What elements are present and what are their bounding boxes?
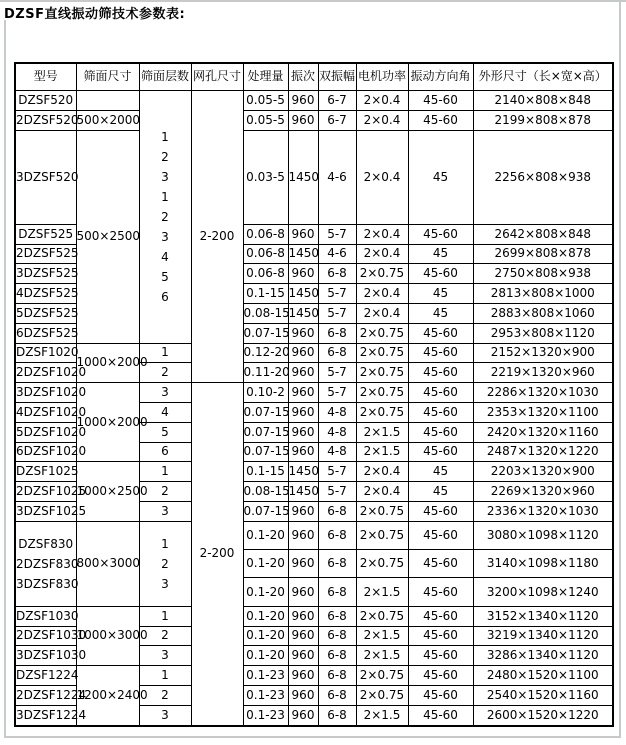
model-cell: DZSF1020	[15, 343, 76, 363]
capacity-cell: 0.07-15	[243, 442, 288, 462]
capacity-cell: 0.1-15	[243, 284, 288, 304]
angle-cell: 45-60	[408, 224, 473, 244]
model-cell: 2DZSF1020	[15, 363, 76, 383]
model-cell: 3DZSF1020	[15, 383, 76, 403]
dimensions-cell: 2750×808×938	[473, 264, 613, 284]
frequency-cell: 960	[288, 442, 318, 462]
capacity-cell: 0.05-5	[243, 91, 288, 111]
power-cell: 2×0.4	[356, 303, 408, 323]
page-border-bottom	[4, 736, 621, 738]
layers-cell: 2	[139, 626, 191, 646]
layers-cell-group-830	[139, 521, 191, 606]
page-border-right	[619, 0, 621, 738]
layers-cell: 3	[139, 501, 191, 521]
capacity-cell: 0.1-20	[243, 646, 288, 666]
model-cell: 3DZSF525	[15, 264, 76, 284]
power-cell: 2×0.4	[356, 91, 408, 111]
capacity-cell: 0.05-5	[243, 110, 288, 130]
capacity-cell: 0.1-23	[243, 686, 288, 706]
layers-cell: 5	[139, 422, 191, 442]
angle-cell: 45	[408, 244, 473, 264]
model-cell: 6DZSF1020	[15, 442, 76, 462]
frequency-cell: 960	[288, 686, 318, 706]
dimensions-cell: 2600×1520×1220	[473, 705, 613, 726]
layer-line: 1	[161, 129, 169, 144]
screen-size-cell: 1000×3000	[76, 606, 139, 665]
dimensions-cell: 3140×1098×1180	[473, 550, 613, 578]
capacity-cell: 0.06-8	[243, 264, 288, 284]
dimensions-cell: 2420×1320×1160	[473, 422, 613, 442]
power-cell: 2×1.5	[356, 578, 408, 606]
table-row	[15, 462, 613, 482]
layers-cell: 1	[139, 343, 191, 363]
col-header-amplitude: 双振幅	[318, 63, 356, 91]
layers-cell: 2	[139, 482, 191, 502]
model-cell: DZSF1030	[15, 606, 76, 626]
dimensions-cell: 2353×1320×1100	[473, 402, 613, 422]
layer-line: 2	[161, 149, 169, 164]
table-row	[15, 521, 613, 549]
capacity-cell: 0.06-8	[243, 224, 288, 244]
amplitude-cell: 4-8	[318, 442, 356, 462]
amplitude-cell: 6-8	[318, 578, 356, 606]
dimensions-cell: 3219×1340×1120	[473, 626, 613, 646]
page-title: DZSF直线振动筛技术参数表:	[4, 7, 186, 22]
layers-cell: 4	[139, 402, 191, 422]
layers-cell: 2	[139, 686, 191, 706]
amplitude-cell: 6-8	[318, 550, 356, 578]
power-cell: 2×0.75	[356, 550, 408, 578]
frequency-cell: 960	[288, 363, 318, 383]
power-cell: 2×0.75	[356, 402, 408, 422]
mesh-cell: 2-200	[191, 383, 243, 726]
dimensions-cell: 2269×1320×960	[473, 482, 613, 502]
parameters-table	[14, 62, 614, 727]
power-cell: 2×1.5	[356, 705, 408, 726]
model-cell-group-830	[15, 521, 79, 606]
power-cell: 2×1.5	[356, 442, 408, 462]
capacity-cell: 0.1-20	[243, 550, 288, 578]
mesh-cell: 2-200	[191, 91, 243, 383]
power-cell: 2×1.5	[356, 646, 408, 666]
amplitude-cell: 4-8	[318, 402, 356, 422]
col-header-mesh-size: 网孔尺寸	[191, 63, 243, 91]
dimensions-cell: 2953×808×1120	[473, 323, 613, 343]
capacity-cell: 0.1-15	[243, 462, 288, 482]
layers-cell: 1	[139, 666, 191, 686]
capacity-cell: 0.1-20	[243, 606, 288, 626]
angle-cell: 45-60	[408, 606, 473, 626]
power-cell: 2×0.4	[356, 284, 408, 304]
angle-cell: 45-60	[408, 110, 473, 130]
screen-size-cell: 1000×2000	[76, 383, 139, 462]
amplitude-cell: 4-8	[318, 422, 356, 442]
dimensions-cell: 2256×808×938	[473, 130, 613, 224]
angle-cell: 45-60	[408, 442, 473, 462]
angle-cell: 45-60	[408, 91, 473, 111]
col-header-power: 电机功率	[356, 63, 408, 91]
model-cell: 5DZSF525	[15, 303, 76, 323]
frequency-cell: 960	[288, 343, 318, 363]
layer-line: 1	[161, 189, 169, 204]
capacity-cell: 0.08-15	[243, 482, 288, 502]
amplitude-cell: 6-7	[318, 110, 356, 130]
dimensions-cell: 2813×808×1000	[473, 284, 613, 304]
frequency-cell: 960	[288, 578, 318, 606]
page-border-left	[4, 20, 6, 736]
capacity-cell: 0.08-15	[243, 303, 288, 323]
angle-cell: 45-60	[408, 666, 473, 686]
dimensions-cell: 2540×1520×1160	[473, 686, 613, 706]
model-cell: 5DZSF1020	[15, 422, 76, 442]
amplitude-cell: 5-7	[318, 363, 356, 383]
screen-size-cell: 500×2500	[76, 130, 139, 343]
amplitude-cell: 4-6	[318, 130, 356, 224]
screen-size-cell: 500×2000	[76, 110, 139, 130]
model-cell: 2DZSF1030	[15, 626, 76, 646]
dimensions-cell: 3200×1098×1240	[473, 578, 613, 606]
power-cell: 2×0.75	[356, 264, 408, 284]
capacity-cell: 0.07-15	[243, 402, 288, 422]
capacity-cell: 0.1-20	[243, 521, 288, 549]
amplitude-cell: 6-8	[318, 705, 356, 726]
amplitude-cell: 5-7	[318, 303, 356, 323]
layers-cell: 1	[139, 462, 191, 482]
dimensions-cell: 2286×1320×1030	[473, 383, 613, 403]
angle-cell: 45-60	[408, 646, 473, 666]
frequency-cell: 960	[288, 110, 318, 130]
model-cell: 2DZSF520	[15, 110, 76, 130]
angle-cell: 45-60	[408, 501, 473, 521]
table-row	[15, 130, 613, 224]
power-cell: 2×0.75	[356, 606, 408, 626]
screen-size-cell: 1200×2400	[76, 666, 139, 726]
angle-cell: 45	[408, 130, 473, 224]
dimensions-cell: 2336×1320×1030	[473, 501, 613, 521]
screen-size-cell: 1000×2000	[76, 343, 139, 383]
angle-cell: 45-60	[408, 686, 473, 706]
model-cell: DZSF520	[15, 91, 76, 111]
amplitude-cell: 6-8	[318, 264, 356, 284]
capacity-cell: 0.07-15	[243, 422, 288, 442]
dimensions-cell: 2480×1520×1100	[473, 666, 613, 686]
model-cell: 2DZSF1224	[15, 686, 76, 706]
frequency-cell: 960	[288, 383, 318, 403]
angle-cell: 45	[408, 482, 473, 502]
layer-line: 3	[161, 576, 169, 591]
model-cell: DZSF1224	[15, 666, 76, 686]
angle-cell: 45-60	[408, 521, 473, 549]
layer-line: 1	[161, 536, 169, 551]
capacity-cell: 0.1-20	[243, 578, 288, 606]
layers-cell: 3	[139, 705, 191, 726]
capacity-cell: 0.1-20	[243, 626, 288, 646]
layer-line: 5	[161, 269, 169, 284]
model-cell: 3DZSF1224	[15, 705, 76, 726]
frequency-cell: 1450	[288, 303, 318, 323]
table-row	[15, 383, 613, 403]
amplitude-cell: 6-8	[318, 521, 356, 549]
layers-cell-group-520-525	[139, 91, 191, 344]
power-cell: 2×0.75	[356, 521, 408, 549]
screen-size-cell-empty	[76, 91, 139, 111]
layers-cell: 6	[139, 442, 191, 462]
col-header-frequency: 振次	[288, 63, 318, 91]
power-cell: 2×0.4	[356, 224, 408, 244]
layer-line: 2	[161, 209, 169, 224]
layers-cell: 3	[139, 383, 191, 403]
capacity-cell: 0.07-15	[243, 323, 288, 343]
col-header-layers: 筛面层数	[139, 63, 191, 91]
dimensions-cell: 3080×1098×1120	[473, 521, 613, 549]
capacity-cell: 0.1-23	[243, 666, 288, 686]
angle-cell: 45-60	[408, 383, 473, 403]
frequency-cell: 960	[288, 264, 318, 284]
model-cell: 2DZSF525	[15, 244, 76, 264]
frequency-cell: 960	[288, 666, 318, 686]
power-cell: 2×0.75	[356, 363, 408, 383]
dimensions-cell: 3286×1340×1120	[473, 646, 613, 666]
table-row	[15, 343, 613, 363]
frequency-cell: 960	[288, 91, 318, 111]
col-header-dimensions: 外形尺寸（长×宽×高）	[473, 63, 613, 91]
power-cell: 2×0.75	[356, 666, 408, 686]
model-cell: 3DZSF1030	[15, 646, 76, 666]
frequency-cell: 960	[288, 224, 318, 244]
dimensions-cell: 2199×808×878	[473, 110, 613, 130]
dimensions-cell: 2487×1320×1220	[473, 442, 613, 462]
capacity-cell: 0.07-15	[243, 501, 288, 521]
model-cell: 4DZSF525	[15, 284, 76, 304]
frequency-cell: 1450	[288, 482, 318, 502]
angle-cell: 45-60	[408, 422, 473, 442]
dimensions-cell: 2140×808×848	[473, 91, 613, 111]
table-row	[15, 606, 613, 626]
amplitude-cell: 5-7	[318, 224, 356, 244]
amplitude-cell: 4-6	[318, 244, 356, 264]
power-cell: 2×0.4	[356, 130, 408, 224]
amplitude-cell: 5-7	[318, 462, 356, 482]
amplitude-cell: 6-8	[318, 323, 356, 343]
screen-size-cell: 800×3000	[76, 521, 139, 606]
amplitude-cell: 6-8	[318, 626, 356, 646]
power-cell: 2×1.5	[356, 422, 408, 442]
angle-cell: 45-60	[408, 343, 473, 363]
power-cell: 2×0.4	[356, 244, 408, 264]
frequency-cell: 960	[288, 705, 318, 726]
frequency-cell: 960	[288, 501, 318, 521]
col-header-model: 型号	[15, 63, 76, 91]
frequency-cell: 960	[288, 323, 318, 343]
model-line: 2DZSF830	[16, 556, 79, 571]
model-cell: 3DZSF520	[15, 130, 76, 224]
layers-cell: 1	[139, 606, 191, 626]
model-cell: 3DZSF1025	[15, 501, 76, 521]
model-cell: 2DZSF1025	[15, 482, 76, 502]
frequency-cell: 1450	[288, 462, 318, 482]
frequency-cell: 960	[288, 626, 318, 646]
dimensions-cell: 2152×1320×900	[473, 343, 613, 363]
angle-cell: 45-60	[408, 323, 473, 343]
col-header-screen-size: 筛面尺寸	[76, 63, 139, 91]
frequency-cell: 960	[288, 402, 318, 422]
capacity-cell: 0.10-2	[243, 383, 288, 403]
layer-line: 4	[161, 249, 169, 264]
power-cell: 2×0.4	[356, 462, 408, 482]
page-border-top	[0, 0, 626, 2]
model-line: DZSF830	[18, 536, 74, 551]
col-header-capacity: 处理量	[243, 63, 288, 91]
capacity-cell: 0.11-20	[243, 363, 288, 383]
frequency-cell: 1450	[288, 130, 318, 224]
angle-cell: 45-60	[408, 402, 473, 422]
screen-size-cell: 1000×2500	[76, 462, 139, 521]
power-cell: 2×0.75	[356, 383, 408, 403]
frequency-cell: 960	[288, 606, 318, 626]
table-row	[15, 666, 613, 686]
dimensions-cell: 3152×1340×1120	[473, 606, 613, 626]
frequency-cell: 960	[288, 521, 318, 549]
dimensions-cell: 2883×808×1060	[473, 303, 613, 323]
power-cell: 2×0.75	[356, 343, 408, 363]
power-cell: 2×1.5	[356, 626, 408, 646]
amplitude-cell: 6-8	[318, 606, 356, 626]
layer-line: 6	[161, 289, 169, 304]
model-cell: 4DZSF1020	[15, 402, 76, 422]
angle-cell: 45-60	[408, 550, 473, 578]
angle-cell: 45	[408, 284, 473, 304]
amplitude-cell: 6-8	[318, 686, 356, 706]
frequency-cell: 1450	[288, 244, 318, 264]
frequency-cell: 960	[288, 422, 318, 442]
model-line: 3DZSF830	[16, 576, 79, 591]
amplitude-cell: 6-8	[318, 666, 356, 686]
angle-cell: 45-60	[408, 626, 473, 646]
frequency-cell: 1450	[288, 284, 318, 304]
angle-cell: 45-60	[408, 264, 473, 284]
power-cell: 2×0.4	[356, 482, 408, 502]
layers-cell: 3	[139, 646, 191, 666]
layer-line: 3	[161, 229, 169, 244]
col-header-angle: 振动方向角	[408, 63, 473, 91]
power-cell: 2×0.75	[356, 686, 408, 706]
frequency-cell: 960	[288, 550, 318, 578]
angle-cell: 45-60	[408, 705, 473, 726]
model-cell: 6DZSF525	[15, 323, 76, 343]
power-cell: 2×0.4	[356, 110, 408, 130]
table-row	[15, 91, 613, 111]
angle-cell: 45-60	[408, 363, 473, 383]
amplitude-cell: 6-8	[318, 646, 356, 666]
model-cell: DZSF1025	[15, 462, 76, 482]
header-row	[15, 63, 613, 91]
layers-cell: 2	[139, 363, 191, 383]
amplitude-cell: 6-8	[318, 501, 356, 521]
power-cell: 2×0.75	[356, 501, 408, 521]
capacity-cell: 0.06-8	[243, 244, 288, 264]
table-row	[15, 110, 613, 130]
dimensions-cell: 2203×1320×900	[473, 462, 613, 482]
dimensions-cell: 2699×808×878	[473, 244, 613, 264]
dimensions-cell: 2219×1320×960	[473, 363, 613, 383]
model-cell: DZSF525	[15, 224, 76, 244]
dimensions-cell: 2642×808×848	[473, 224, 613, 244]
layer-line: 2	[161, 556, 169, 571]
capacity-cell: 0.03-5	[243, 130, 288, 224]
angle-cell: 45-60	[408, 578, 473, 606]
layer-line: 3	[161, 169, 169, 184]
angle-cell: 45	[408, 462, 473, 482]
capacity-cell: 0.1-23	[243, 705, 288, 726]
power-cell: 2×0.75	[356, 323, 408, 343]
amplitude-cell: 5-7	[318, 482, 356, 502]
amplitude-cell: 6-7	[318, 91, 356, 111]
capacity-cell: 0.12-20	[243, 343, 288, 363]
frequency-cell: 960	[288, 646, 318, 666]
amplitude-cell: 6-8	[318, 343, 356, 363]
amplitude-cell: 5-7	[318, 284, 356, 304]
amplitude-cell: 5-7	[318, 383, 356, 403]
angle-cell: 45	[408, 303, 473, 323]
